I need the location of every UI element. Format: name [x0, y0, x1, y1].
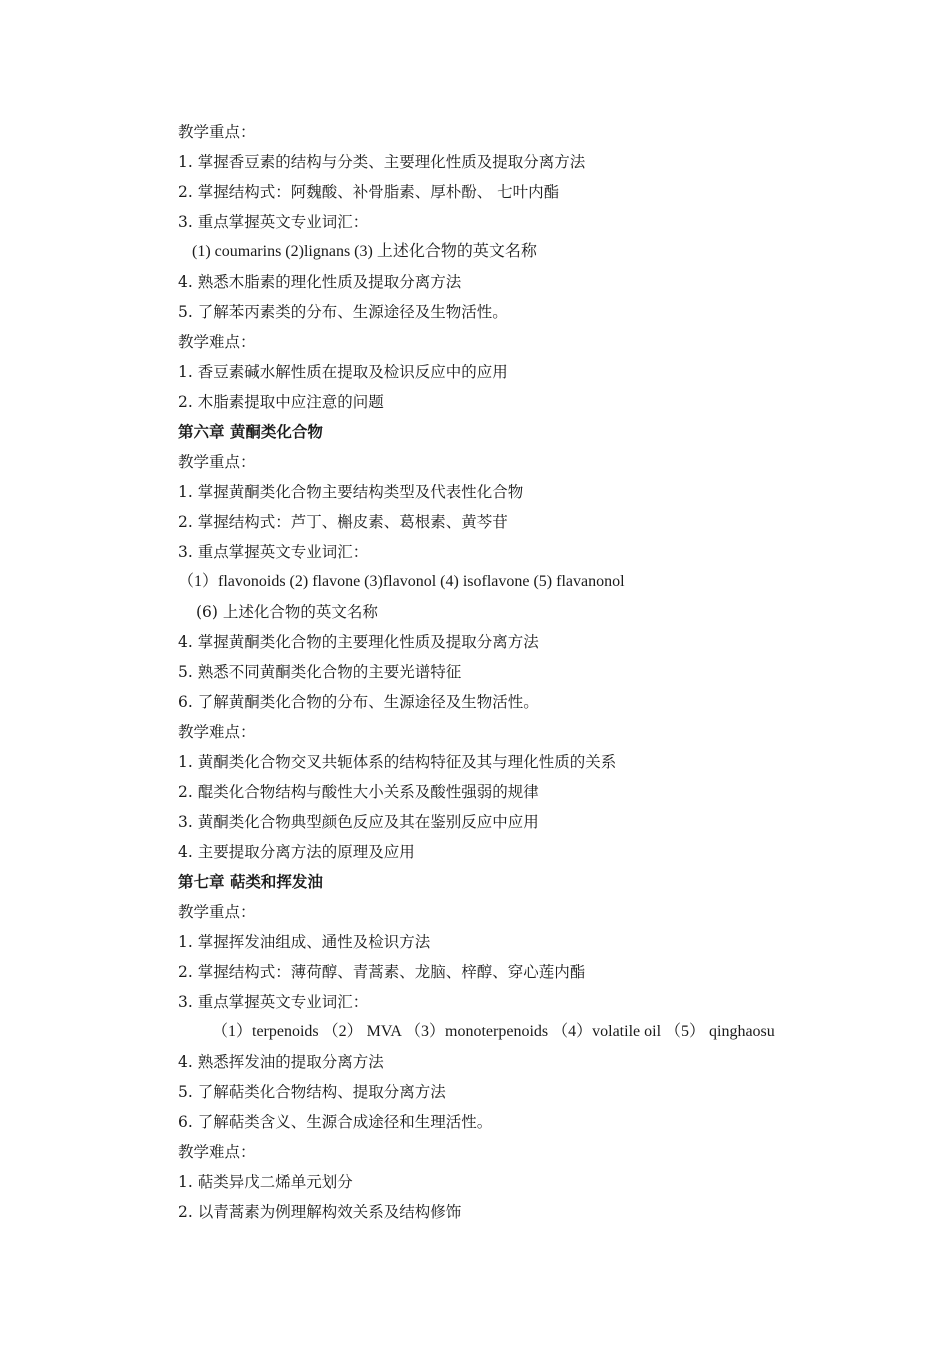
list-item: 1. 黄酮类化合物交叉共轭体系的结构特征及其与理化性质的关系: [178, 753, 617, 771]
section-label: 教学重点：: [178, 123, 256, 141]
section-label: 教学重点：: [178, 903, 256, 921]
list-item: 1. 掌握黄酮类化合物主要结构类型及代表性化合物: [178, 483, 524, 501]
vocab-item: （1）flavonoids (2) flavone (3)flavonol (4) isoflavone (5) flavanonol: [178, 573, 625, 590]
list-item: 5. 了解萜类化合物结构、提取分离方法: [178, 1083, 446, 1101]
document-body: [178, 117, 878, 1227]
list-item: 2. 掌握结构式：薄荷醇、青蒿素、龙脑、梓醇、穿心莲内酯: [178, 963, 586, 981]
list-item: 2. 掌握结构式：阿魏酸、补骨脂素、厚朴酚、 七叶内酯: [178, 183, 560, 201]
list-item: 1. 萜类异戊二烯单元划分: [178, 1173, 353, 1191]
list-item: 4. 熟悉木脂素的理化性质及提取分离方法: [178, 273, 462, 291]
list-item: 3. 重点掌握英文专业词汇：: [178, 213, 369, 231]
list-item: 5. 了解苯丙素类的分布、生源途径及生物活性。: [178, 303, 508, 321]
list-item: 2. 以青蒿素为例理解构效关系及结构修饰: [178, 1203, 462, 1221]
list-item: 4. 主要提取分离方法的原理及应用: [178, 843, 415, 861]
list-item: 6. 了解萜类含义、生源合成途径和生理活性。: [178, 1113, 493, 1131]
list-item: 6. 了解黄酮类化合物的分布、生源途径及生物活性。: [178, 693, 539, 711]
list-item: 2. 木脂素提取中应注意的问题: [178, 393, 384, 411]
list-item: 2. 醌类化合物结构与酸性大小关系及酸性强弱的规律: [178, 783, 539, 801]
chapter-heading: 第六章 黄酮类化合物: [178, 423, 323, 441]
section-label: 教学难点：: [178, 333, 256, 351]
list-item: 3. 黄酮类化合物典型颜色反应及其在鉴别反应中应用: [178, 813, 539, 831]
list-item: 1. 掌握香豆素的结构与分类、主要理化性质及提取分离方法: [178, 153, 586, 171]
list-item: 1. 香豆素碱水解性质在提取及检识反应中的应用: [178, 363, 508, 381]
list-item: 3. 重点掌握英文专业词汇：: [178, 543, 369, 561]
list-item: 4. 掌握黄酮类化合物的主要理化性质及提取分离方法: [178, 633, 539, 651]
vocab-item: (1) coumarins (2)lignans (3) 上述化合物的英文名称: [192, 243, 537, 260]
section-label: 教学难点：: [178, 723, 256, 741]
section-label: 教学难点：: [178, 1143, 256, 1161]
list-item: 3. 重点掌握英文专业词汇：: [178, 993, 369, 1011]
vocab-item: (6) 上述化合物的英文名称: [196, 603, 378, 621]
list-item: 2. 掌握结构式：芦丁、槲皮素、葛根素、黄芩苷: [178, 513, 508, 531]
list-item: 4. 熟悉挥发油的提取分离方法: [178, 1053, 384, 1071]
list-item: 5. 熟悉不同黄酮类化合物的主要光谱特征: [178, 663, 462, 681]
chapter-heading: 第七章 萜类和挥发油: [178, 873, 323, 891]
section-label: 教学重点：: [178, 453, 256, 471]
list-item: 1. 掌握挥发油组成、通性及检识方法: [178, 933, 431, 951]
vocab-item: （1）terpenoids （2） MVA （3）monoterpenoids （4）volatile oil （5） qinghaosu: [212, 1023, 775, 1040]
